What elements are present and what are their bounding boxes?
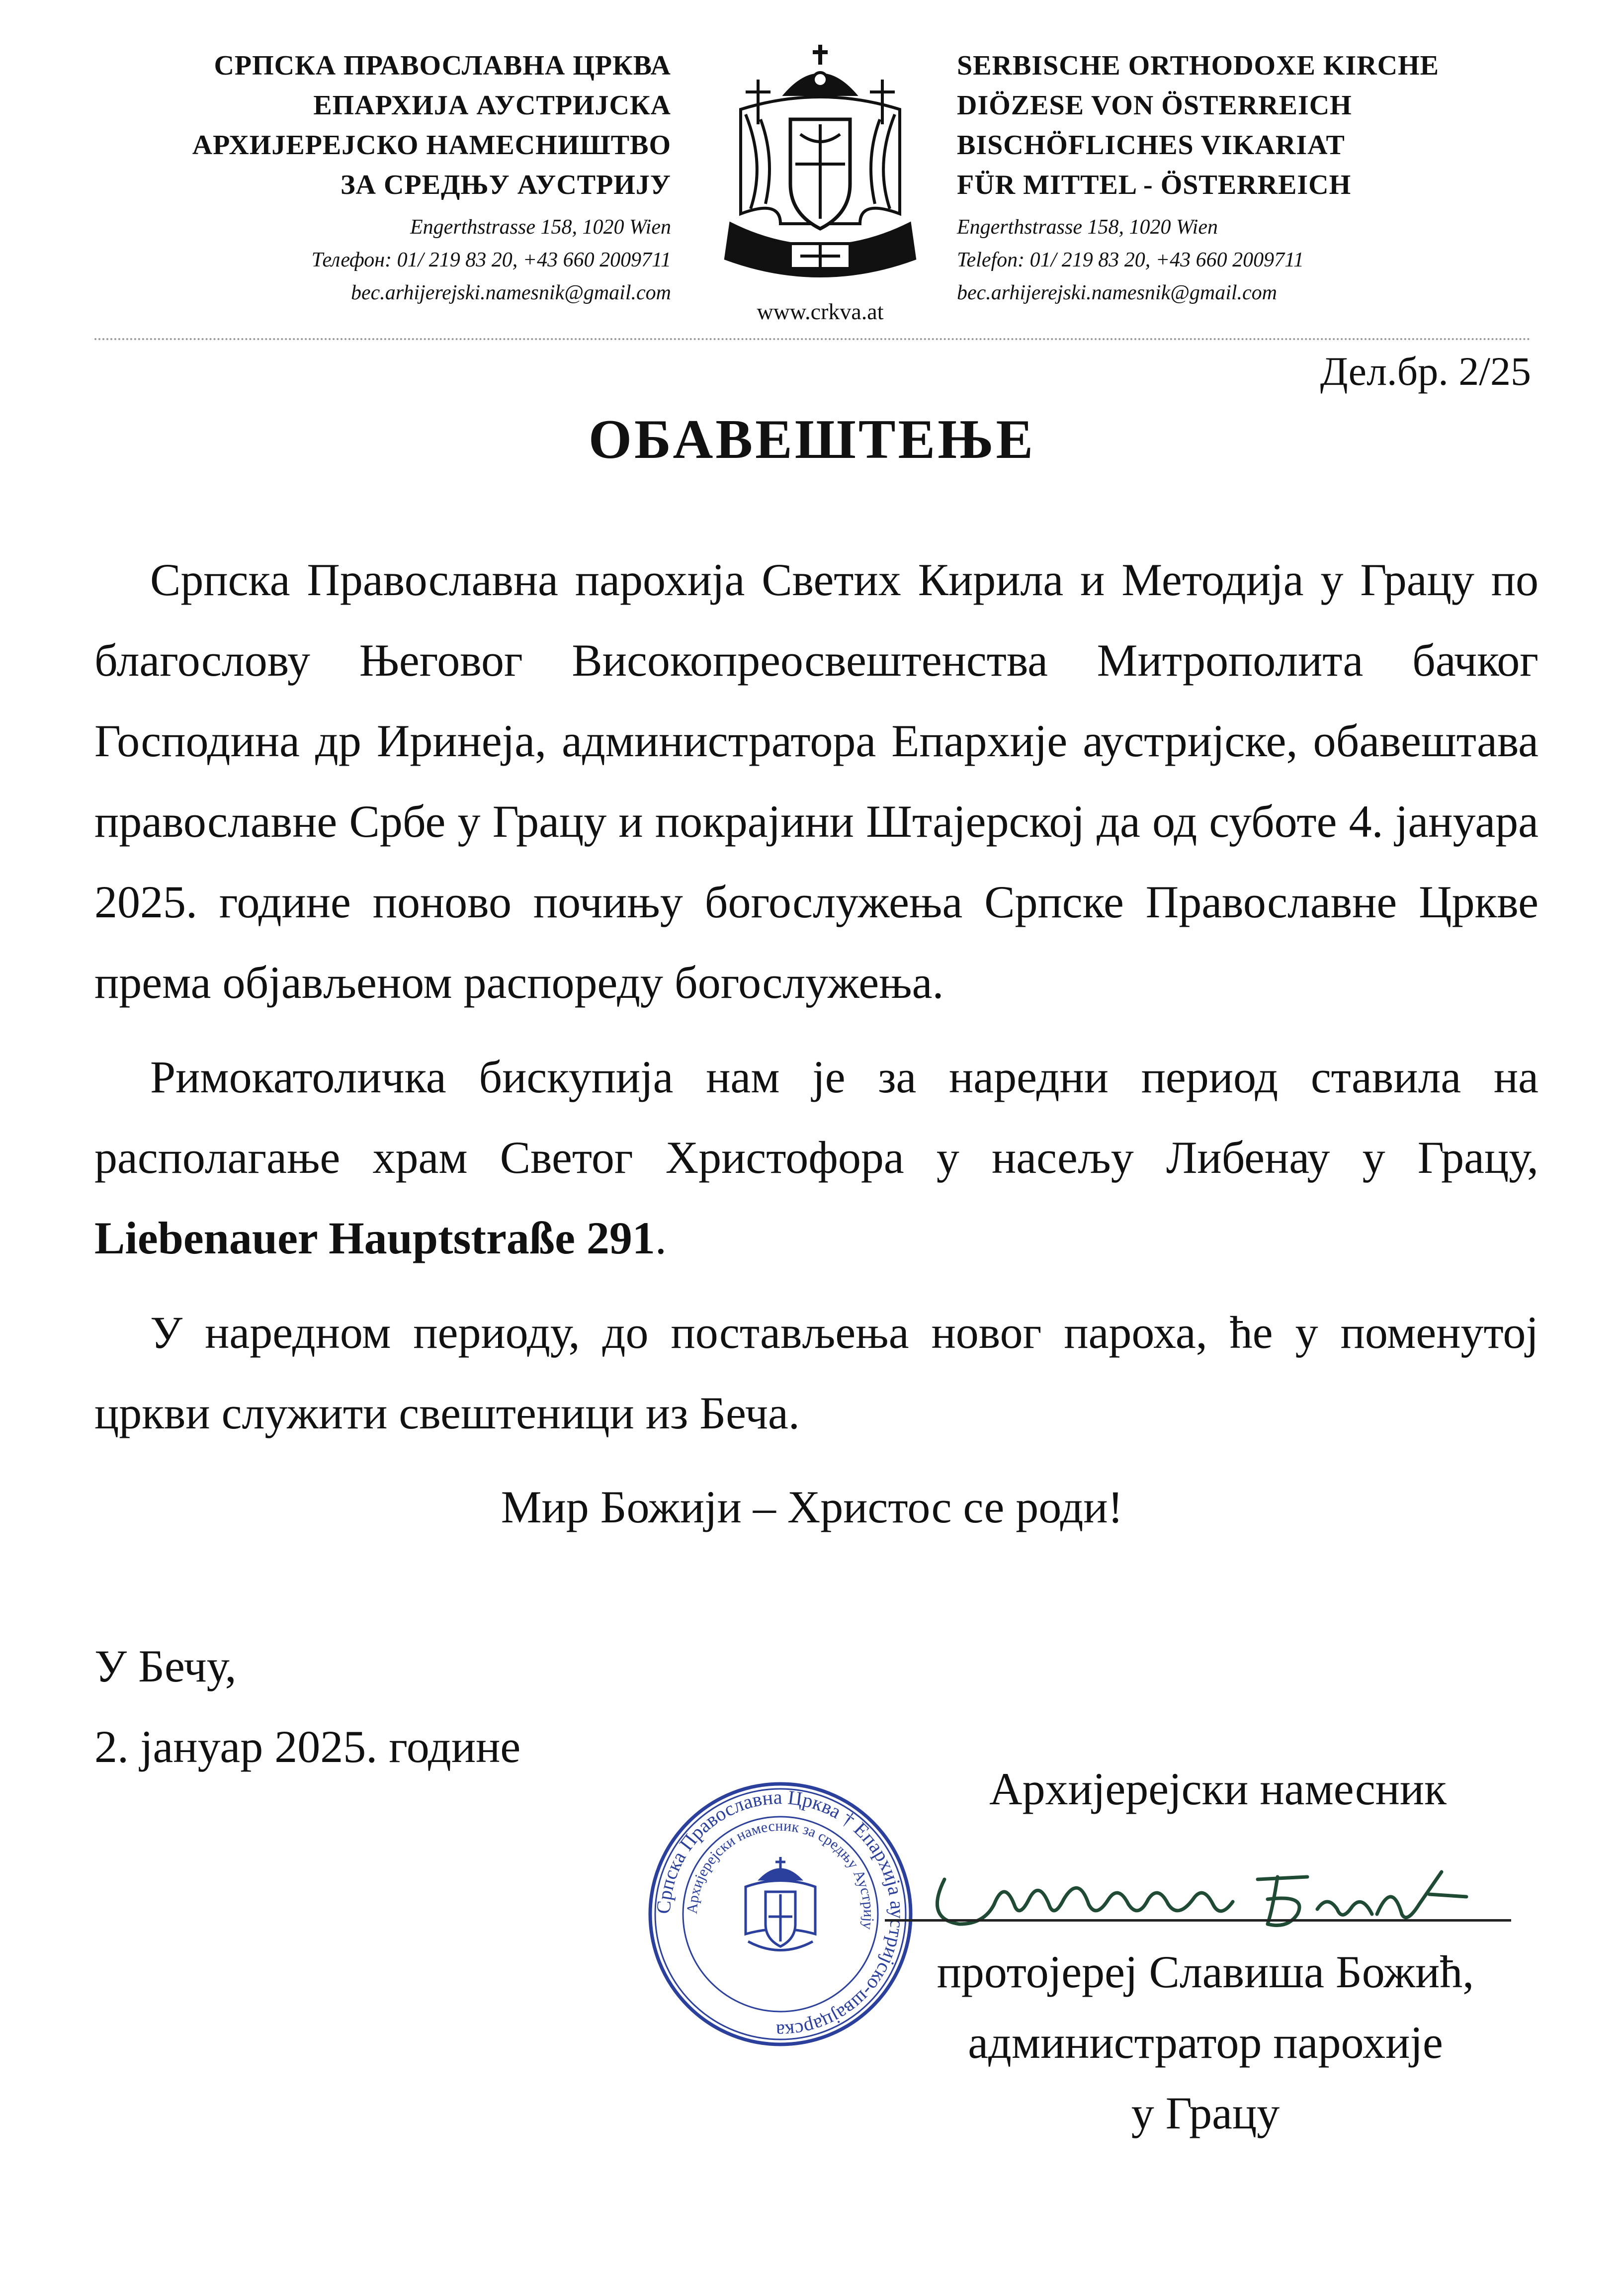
letterhead-left-phone: Телефон: 01/ 219 83 20, +43 660 2009711 — [311, 249, 671, 271]
letterhead-right — [957, 46, 1474, 309]
signer-location: у Грацу — [1131, 2088, 1280, 2138]
letterhead-right-line: FÜR MITTEL - ÖSTERREICH — [957, 170, 1352, 200]
letterhead-left-address: Engerthstrasse 158, 1020 Wien — [410, 216, 671, 239]
paragraph-2 — [94, 1037, 1539, 1278]
handwritten-signature — [930, 1850, 1516, 1949]
place-date — [94, 1626, 520, 1787]
document-title: ОБАВЕШТЕЊЕ — [588, 409, 1036, 470]
stamp-inner-text: Архијерејски намесник за средњу Аустрију — [684, 1817, 877, 1931]
signer-name: протојереј Славиша Божић, — [937, 1946, 1474, 1997]
paragraph-3: У наредном периоду, до постављења новог пароха, ће у поменутој цркви служити свештеници из Беча. — [94, 1307, 1539, 1438]
document-body — [94, 539, 1539, 1467]
paragraph-2-end: . — [655, 1213, 667, 1263]
letterhead-left-line: ЕПАРХИЈА АУСТРИЈСКА — [313, 90, 671, 121]
place: У Бечу, — [94, 1641, 237, 1691]
letterhead-left-email[interactable]: bec.arhijerejski.namesnik@gmail.com — [350, 281, 671, 304]
header-divider — [94, 338, 1531, 340]
date: 2. јануар 2025. године — [94, 1721, 521, 1772]
letterhead-right-line: DIÖZESE VON ÖSTERREICH — [957, 90, 1352, 121]
letterhead-right-phone: Telefon: 01/ 219 83 20, +43 660 2009711 — [957, 249, 1304, 271]
letterhead-left-line: СРПСКА ПРАВОСЛАВНА ЦРКВА — [214, 50, 671, 81]
paragraph-2-text: Римокатоличка бискупија нам је за наредни период ставила на располагање храм Светог Христофора у насељу Либенау у Грацу, — [94, 1052, 1539, 1183]
letterhead-right-email[interactable]: bec.arhijerejski.namesnik@gmail.com — [957, 281, 1278, 304]
letterhead-left — [154, 46, 671, 309]
crest-icon — [711, 35, 930, 293]
stamp-outer-text: Српска Православна Црква † Епархија аустријско-швајцарска — [652, 1785, 909, 2043]
letterhead-right-line: BISCHÖFLICHES VIKARIAT — [957, 130, 1345, 161]
church-address: Liebenauer Hauptstraße 291 — [94, 1213, 655, 1263]
signer-role: администратор парохије — [968, 2017, 1443, 2068]
letterhead-right-address: Engerthstrasse 158, 1020 Wien — [957, 216, 1218, 239]
stamp-crest-icon — [746, 1857, 815, 1950]
website-link[interactable]: www.crkva.at — [757, 299, 884, 324]
signature-line — [885, 1919, 1511, 1922]
signer-block — [875, 1937, 1536, 2148]
letterhead-left-line: ЗА СРЕДЊУ АУСТРИЈУ — [340, 170, 671, 200]
letterhead-right-line: SERBISCHE ORTHODOXE KIRCHE — [957, 50, 1440, 81]
signer-title: Архијерејски намесник — [989, 1763, 1447, 1814]
closing-greeting: Мир Божији – Христос се роди! — [501, 1482, 1123, 1532]
letterhead-left-line: АРХИЈЕРЕЈСКО НАМЕСНИШТВО — [192, 130, 671, 161]
reference-number: Дел.бр. 2/25 — [1320, 349, 1531, 394]
paragraph-1: Српска Православна парохија Светих Кирила и Методија у Грацу по благослову Његовог Високопреосвештенства Митрополита бачког Господина др Иринеја, администратора Епархије аустријске, обавештава православне Србе у Грацу и покрајини Штајерској да од суботе 4. јануара 2025. године поново почињу богослужења Српске Православне Цркве према објављеном распореду богослужења. — [94, 554, 1539, 1008]
